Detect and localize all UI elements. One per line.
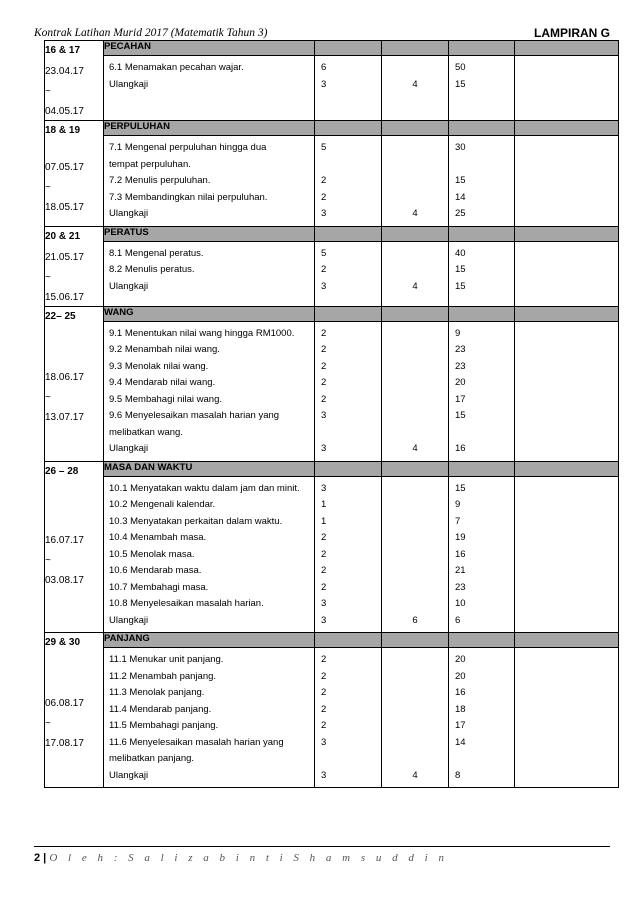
topic-line: Ulangkaji <box>109 280 149 292</box>
topic-line: 9.2 Menambah nilai wang. <box>109 344 220 355</box>
value-cell: 2 <box>321 344 327 355</box>
week-cell <box>45 633 104 788</box>
value-column-b <box>382 321 449 461</box>
section-title: MASA DAN WAKTU <box>104 461 315 476</box>
topic-line: melibatkan wang. <box>109 426 183 438</box>
value-column-b <box>382 241 449 306</box>
notes-column <box>515 241 619 306</box>
topic-line: 8.2 Menulis peratus. <box>109 264 195 275</box>
notes-column <box>515 476 619 633</box>
topic-line: Ulangkaji <box>109 78 149 90</box>
value-cell <box>382 530 448 547</box>
topic-line: 9.3 Menolak nilai wang. <box>109 360 209 372</box>
value-cell <box>382 425 448 442</box>
section-header-cell <box>449 461 515 476</box>
topic-line: 6.1 Menamakan pecahan wajar. <box>109 62 244 73</box>
value-cell: 17 <box>455 393 466 405</box>
value-cell: 17 <box>455 720 466 731</box>
topic-line: Ulangkaji <box>109 443 149 454</box>
topic-line: 10.6 Mendarab masa. <box>109 565 202 576</box>
section-title: PECAHAN <box>104 41 315 56</box>
topic-line: 9.1 Menentukan nilai wang hingga RM1000. <box>109 327 295 339</box>
week-cell <box>45 41 104 121</box>
value-cell: 2 <box>321 687 327 698</box>
section-header-cell <box>449 226 515 241</box>
week-label: 16 & 17 <box>45 45 81 56</box>
week-label: 22– 25 <box>45 310 76 322</box>
value-cell: 3 <box>321 482 327 494</box>
value-cell <box>382 735 448 752</box>
value-cell: 4 <box>412 443 418 454</box>
value-cell: 6 <box>321 62 327 73</box>
date-value: 07.05.17 <box>45 162 84 173</box>
value-cell: 3 <box>321 443 327 454</box>
value-column-b <box>382 136 449 227</box>
value-cell <box>382 596 448 613</box>
value-cell: 20 <box>455 654 466 665</box>
topic-line: 9.5 Membahagi nilai wang. <box>109 393 223 405</box>
value-cell: 20 <box>455 670 466 682</box>
section-body-row <box>45 648 619 788</box>
value-cell <box>382 563 448 580</box>
value-column-a <box>315 648 382 788</box>
topic-line: Ulangkaji <box>109 208 149 219</box>
value-cell: 3 <box>321 769 327 781</box>
section-header-row <box>45 41 619 56</box>
value-column-a <box>315 136 382 227</box>
value-column-a <box>315 476 382 633</box>
topic-line: tempat perpuluhan. <box>109 158 191 170</box>
section-header-row <box>45 226 619 241</box>
value-cell: 2 <box>321 175 327 186</box>
week-cell <box>45 121 104 227</box>
topic-list <box>104 56 315 121</box>
value-cell <box>315 157 381 174</box>
value-cell <box>382 514 448 531</box>
value-cell: 9 <box>455 499 461 510</box>
value-cell: 2 <box>321 360 327 372</box>
value-cell <box>382 262 448 279</box>
value-cell: 3 <box>321 78 327 90</box>
value-cell: 20 <box>455 377 466 388</box>
notes-column <box>515 136 619 227</box>
topic-line: 11.4 Mendarab panjang. <box>109 703 212 715</box>
value-cell: 2 <box>321 703 327 715</box>
value-cell: 2 <box>321 581 327 593</box>
date-value: 04.05.17 <box>45 106 84 117</box>
value-cell <box>382 497 448 514</box>
section-header-cell <box>449 306 515 321</box>
value-column-c <box>449 648 515 788</box>
week-label: 29 & 30 <box>45 637 81 648</box>
value-cell <box>382 702 448 719</box>
section-header-cell <box>382 633 449 648</box>
value-cell: 15 <box>455 280 466 292</box>
value-column-a <box>315 241 382 306</box>
section-header-cell <box>315 633 382 648</box>
topic-line: 7.3 Membandingkan nilai perpuluhan. <box>109 191 268 203</box>
value-cell: 15 <box>455 482 466 494</box>
value-cell: 6 <box>412 614 418 626</box>
value-cell: 16 <box>455 687 466 698</box>
value-column-c <box>449 241 515 306</box>
notes-column <box>515 648 619 788</box>
topic-line: 10.7 Membahagi masa. <box>109 581 209 593</box>
value-cell: 2 <box>321 670 327 682</box>
date-value: 23.04.17 <box>45 66 84 77</box>
section-body-row <box>45 321 619 461</box>
section-header-row <box>45 633 619 648</box>
section-header-cell <box>382 121 449 136</box>
value-cell <box>382 359 448 376</box>
value-cell: 15 <box>455 78 466 90</box>
topic-line: 7.2 Menulis perpuluhan. <box>109 175 211 186</box>
value-cell: 2 <box>321 264 327 275</box>
date-value: 21.05.17 <box>45 251 84 263</box>
section-header-cell <box>449 633 515 648</box>
date-separator: ~ <box>45 391 51 403</box>
value-cell <box>315 751 381 768</box>
week-label: 18 & 19 <box>45 125 81 136</box>
value-cell: 18 <box>455 703 466 715</box>
topic-line: 10.8 Menyelesaikan masalah harian. <box>109 598 264 609</box>
section-header-cell <box>315 306 382 321</box>
section-header-cell <box>515 461 619 476</box>
page-footer <box>34 852 448 864</box>
section-header-row <box>45 306 619 321</box>
value-column-a <box>315 56 382 121</box>
topic-list <box>104 648 315 788</box>
value-cell <box>382 392 448 409</box>
value-cell <box>382 190 448 207</box>
section-title: PERATUS <box>104 226 315 241</box>
value-cell: 4 <box>412 280 418 292</box>
author-name: O l e h : S a l i z a b i n t i S h a m s u d d i n <box>49 852 448 864</box>
value-cell: 14 <box>455 191 466 203</box>
value-cell: 2 <box>321 548 327 560</box>
appendix-label: LAMPIRAN G <box>534 26 610 40</box>
section-header-cell <box>315 41 382 56</box>
value-cell: 1 <box>321 499 327 510</box>
date-value: 13.07.17 <box>45 411 84 423</box>
section-body-row <box>45 56 619 121</box>
value-cell: 6 <box>455 614 461 626</box>
topic-line: 7.1 Mengenal perpuluhan hingga dua <box>109 142 267 153</box>
notes-column <box>515 56 619 121</box>
value-cell <box>382 669 448 686</box>
section-header-row <box>45 121 619 136</box>
week-cell <box>45 226 104 306</box>
date-range <box>45 696 103 752</box>
value-cell: 3 <box>321 736 327 748</box>
value-column-c <box>449 56 515 121</box>
value-cell: 16 <box>455 548 466 560</box>
section-header-cell <box>515 41 619 56</box>
value-cell <box>382 718 448 735</box>
section-header-cell <box>382 306 449 321</box>
value-cell <box>382 580 448 597</box>
value-cell: 4 <box>412 208 418 219</box>
contract-table-body <box>45 41 619 788</box>
value-cell: 1 <box>321 515 327 527</box>
topic-list <box>104 136 315 227</box>
value-cell: 25 <box>455 208 466 219</box>
value-cell: 10 <box>455 598 466 609</box>
contract-table <box>44 40 619 788</box>
section-header-cell <box>382 461 449 476</box>
value-cell: 19 <box>455 532 466 543</box>
section-title: PERPULUHAN <box>104 121 315 136</box>
value-cell: 5 <box>321 247 327 259</box>
topic-line: 9.4 Mendarab nilai wang. <box>109 377 216 388</box>
value-cell <box>315 425 381 442</box>
topic-line: melibatkan panjang. <box>109 753 195 764</box>
value-cell: 7 <box>455 515 461 527</box>
value-cell: 8 <box>455 769 461 781</box>
date-range <box>45 533 103 589</box>
section-header-cell <box>449 41 515 56</box>
value-cell: 2 <box>321 532 327 543</box>
topic-line: 10.3 Menyatakan perkaitan dalam waktu. <box>109 515 283 527</box>
value-cell: 2 <box>321 565 327 576</box>
value-cell: 9 <box>455 327 461 339</box>
value-cell <box>382 751 448 768</box>
date-value: 18.05.17 <box>45 202 84 213</box>
section-header-cell <box>515 121 619 136</box>
value-cell <box>449 157 514 174</box>
value-cell: 2 <box>321 327 327 339</box>
value-cell: 15 <box>455 410 466 421</box>
value-cell <box>382 173 448 190</box>
week-cell <box>45 306 104 461</box>
date-separator: ~ <box>45 271 51 283</box>
topic-line: 11.2 Menambah panjang. <box>109 670 217 682</box>
value-cell: 50 <box>455 62 466 73</box>
section-title: PANJANG <box>104 633 315 648</box>
section-header-cell <box>315 121 382 136</box>
value-column-b <box>382 476 449 633</box>
topic-line: 10.5 Menolak masa. <box>109 548 195 560</box>
section-body-row <box>45 476 619 633</box>
value-cell <box>382 652 448 669</box>
value-cell: 16 <box>455 443 466 454</box>
value-cell: 15 <box>455 175 466 186</box>
topic-line: 11.3 Menolak panjang. <box>109 687 205 698</box>
value-cell <box>382 408 448 425</box>
value-cell: 40 <box>455 247 466 259</box>
section-header-row <box>45 461 619 476</box>
topic-list <box>104 241 315 306</box>
topic-list <box>104 476 315 633</box>
section-header-cell <box>315 461 382 476</box>
date-range <box>45 160 103 216</box>
topic-line: 10.1 Menyatakan waktu dalam jam dan minit. <box>109 482 300 494</box>
value-cell: 4 <box>412 78 418 90</box>
value-cell <box>382 157 448 174</box>
value-cell <box>382 375 448 392</box>
section-title: WANG <box>104 306 315 321</box>
week-cell <box>45 461 104 633</box>
notes-column <box>515 321 619 461</box>
section-header-cell <box>515 306 619 321</box>
value-cell: 5 <box>321 142 327 153</box>
section-header-cell <box>315 226 382 241</box>
topic-list <box>104 321 315 461</box>
value-cell: 2 <box>321 654 327 665</box>
week-label: 26 – 28 <box>45 465 79 477</box>
section-body-row <box>45 136 619 227</box>
value-cell: 3 <box>321 410 327 421</box>
week-label: 20 & 21 <box>45 230 81 242</box>
value-cell: 3 <box>321 598 327 609</box>
value-cell: 2 <box>321 720 327 731</box>
value-cell: 2 <box>321 393 327 405</box>
value-cell <box>449 425 514 442</box>
value-cell: 3 <box>321 280 327 292</box>
section-header-cell <box>515 226 619 241</box>
topic-line: 11.6 Menyelesaikan masalah harian yang <box>109 736 284 748</box>
value-column-c <box>449 136 515 227</box>
value-column-b <box>382 648 449 788</box>
value-cell <box>382 246 448 263</box>
date-value: 06.08.17 <box>45 698 84 709</box>
topic-line: 9.6 Menyelesaikan masalah harian yang <box>109 410 280 421</box>
value-cell <box>382 140 448 157</box>
date-value: 15.06.17 <box>45 291 84 303</box>
value-cell <box>382 547 448 564</box>
value-cell: 3 <box>321 614 327 626</box>
date-value: 18.06.17 <box>45 371 84 383</box>
value-cell: 2 <box>321 191 327 203</box>
topic-line: 11.5 Membahagi panjang. <box>109 720 219 731</box>
topic-line: 8.1 Mengenal peratus. <box>109 247 204 259</box>
topic-line: 11.1 Menukar unit panjang. <box>109 654 224 665</box>
date-value: 17.08.17 <box>45 738 84 749</box>
value-column-c <box>449 321 515 461</box>
date-value: 16.07.17 <box>45 534 84 546</box>
value-cell: 21 <box>455 565 466 576</box>
value-column-b <box>382 56 449 121</box>
value-cell <box>382 326 448 343</box>
footer-divider <box>34 846 610 847</box>
value-cell <box>382 342 448 359</box>
value-cell <box>382 481 448 498</box>
value-cell: 23 <box>455 360 466 372</box>
date-separator: ~ <box>45 86 51 97</box>
section-header-cell <box>515 633 619 648</box>
topic-line: 10.2 Mengenali kalendar. <box>109 499 216 510</box>
section-header-cell <box>382 41 449 56</box>
value-cell <box>449 751 514 768</box>
section-header-cell <box>382 226 449 241</box>
value-cell: 4 <box>412 769 418 781</box>
date-separator: ~ <box>45 182 51 193</box>
topic-line: 10.4 Menambah masa. <box>109 532 207 543</box>
value-cell <box>382 685 448 702</box>
value-cell <box>382 60 448 77</box>
value-cell: 14 <box>455 736 466 748</box>
topic-line: Ulangkaji <box>109 614 149 626</box>
value-column-a <box>315 321 382 461</box>
section-body-row <box>45 241 619 306</box>
value-cell: 15 <box>455 264 466 275</box>
value-cell: 23 <box>455 581 466 593</box>
date-range <box>45 250 103 306</box>
topic-line: Ulangkaji <box>109 769 149 781</box>
section-header-cell <box>449 121 515 136</box>
value-cell: 23 <box>455 344 466 355</box>
value-cell: 2 <box>321 377 327 388</box>
date-range <box>45 64 103 120</box>
date-separator: ~ <box>45 718 51 729</box>
value-cell: 3 <box>321 208 327 219</box>
date-separator: ~ <box>45 554 51 566</box>
value-cell: 30 <box>455 142 466 153</box>
page-number: 2 | <box>34 852 47 864</box>
date-value: 03.08.17 <box>45 574 84 586</box>
date-range <box>45 370 103 426</box>
value-column-c <box>449 476 515 633</box>
document-header-title: Kontrak Latihan Murid 2017 (Matematik Tahun 3) <box>34 27 268 39</box>
